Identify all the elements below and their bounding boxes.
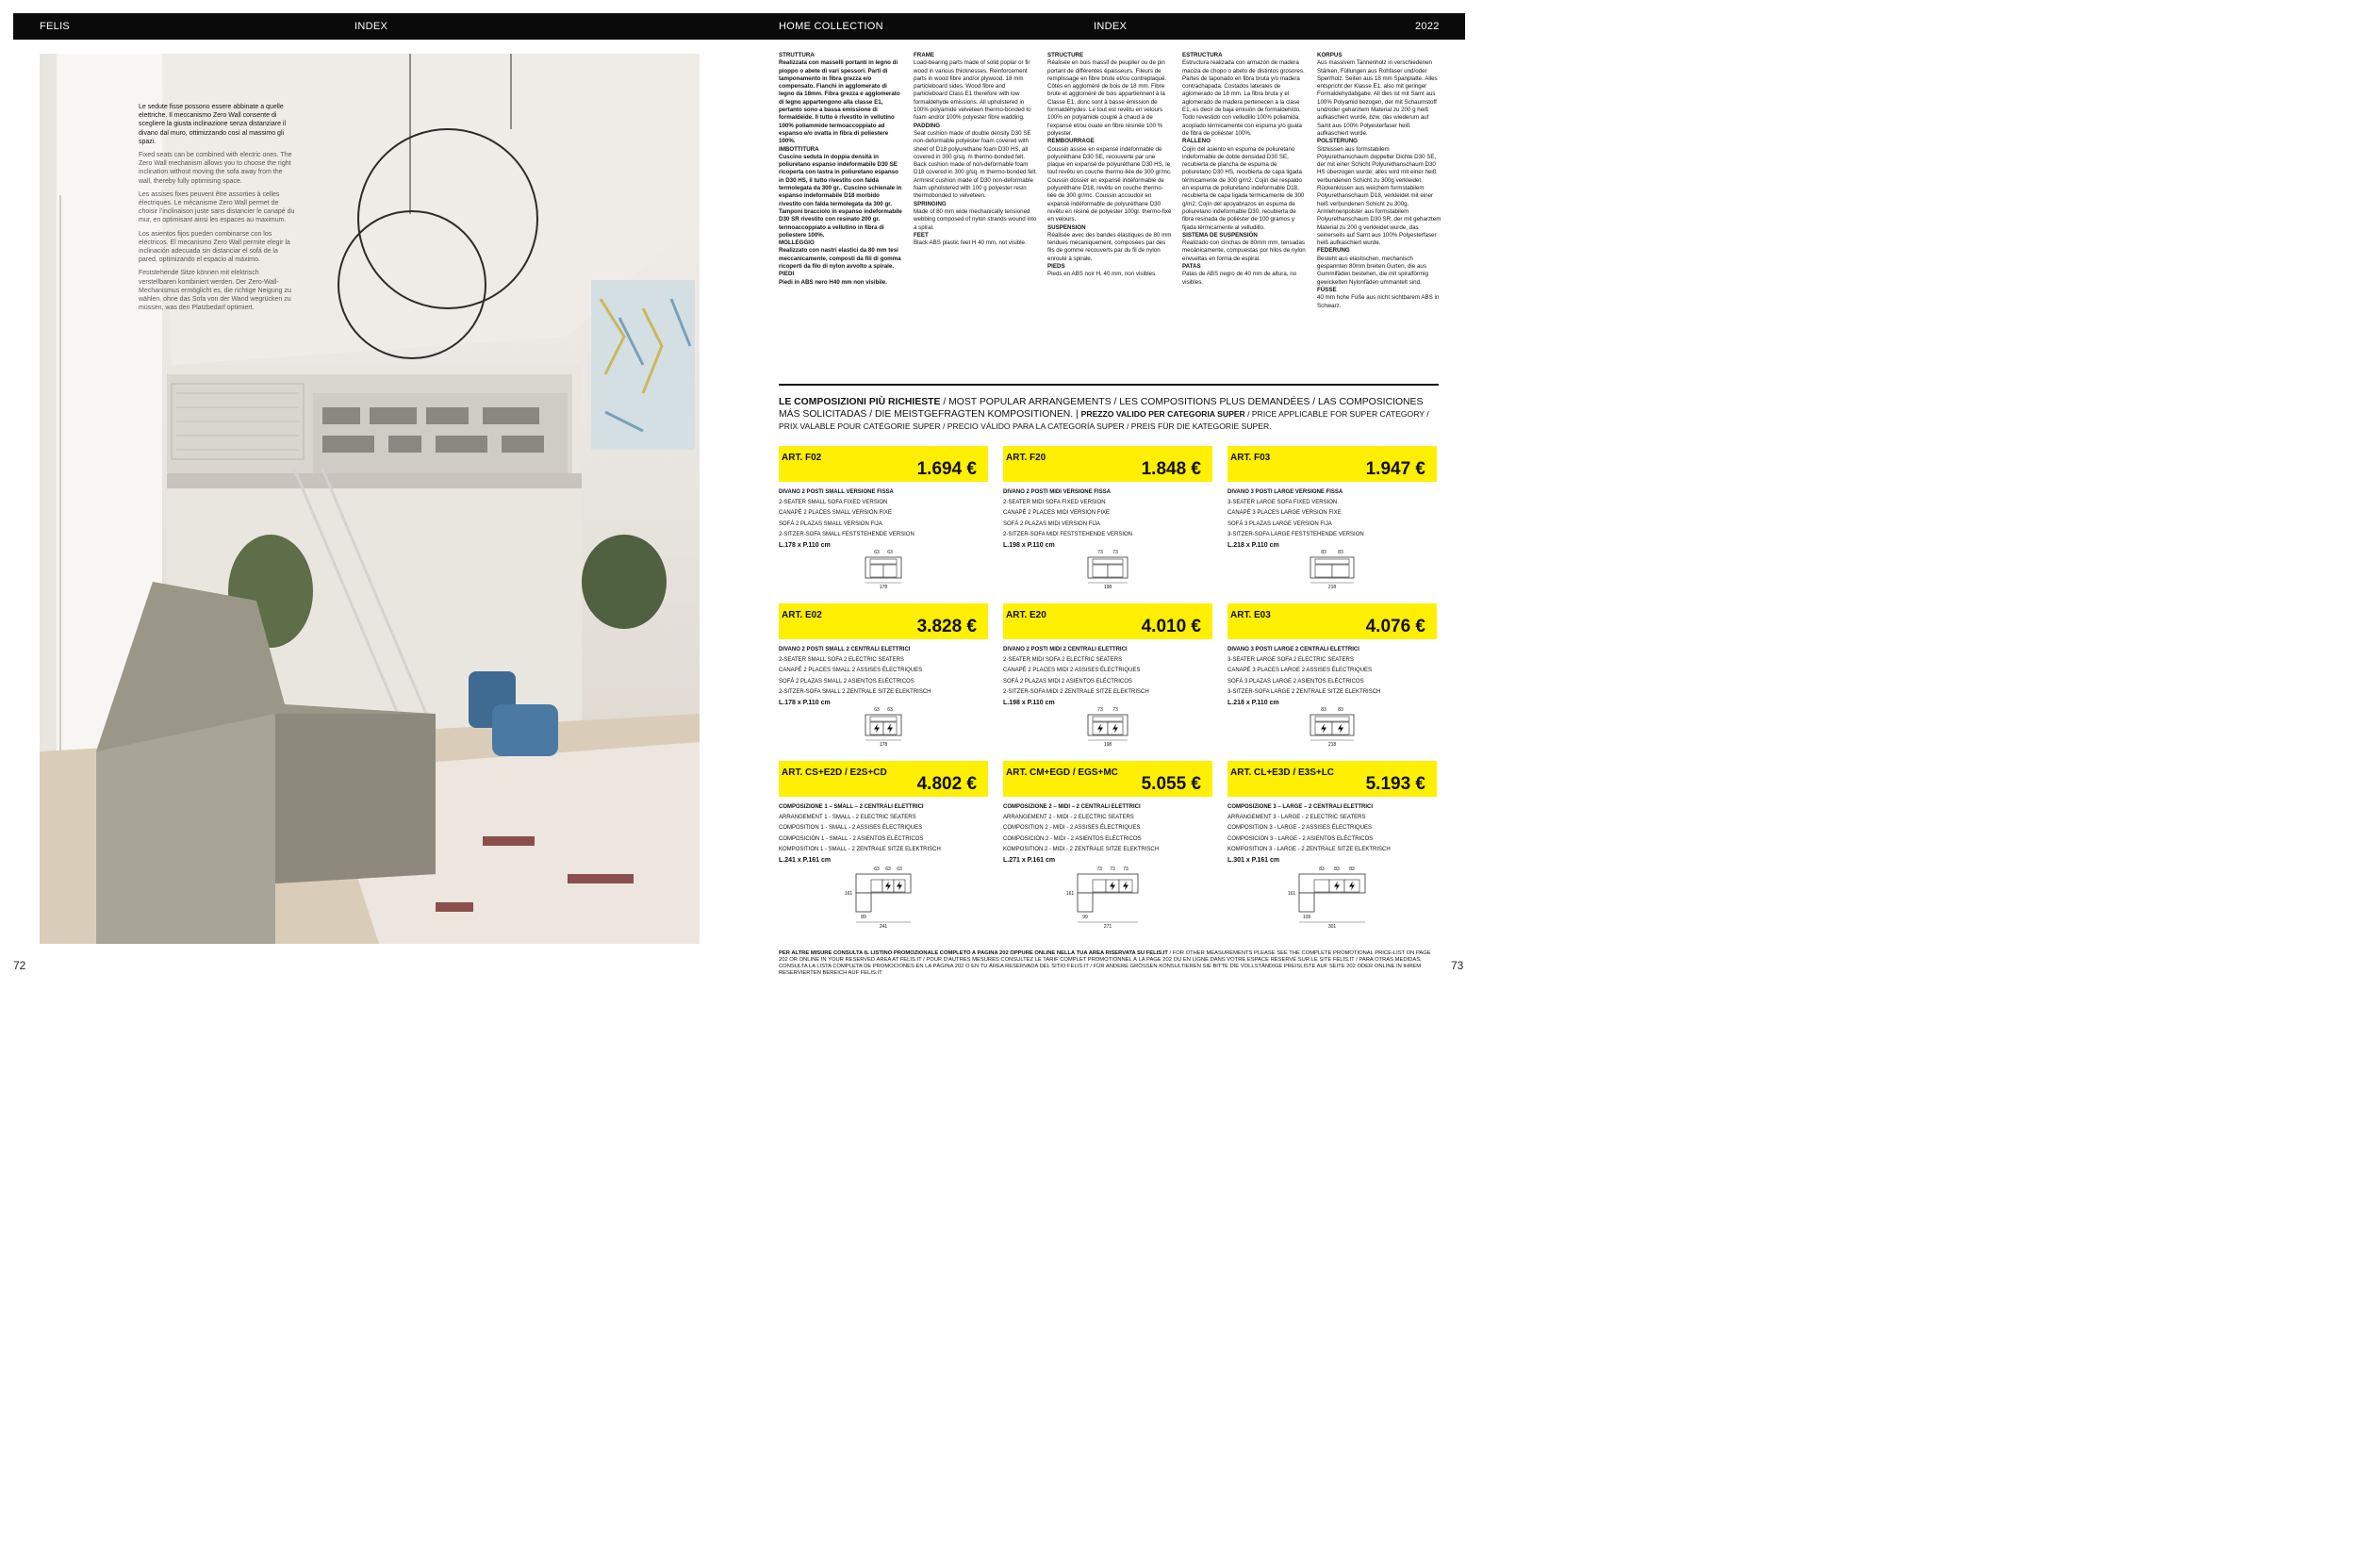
price-header	[1227, 761, 1437, 797]
seat-width-label: 83	[1338, 550, 1343, 555]
desc-line: KOMPOSITION 1 - SMALL - 2 ZENTRALE SITZE ELEKTRISCH	[779, 846, 941, 852]
desc-line: SOFÁ 2 PLAZAS SMALL 2 ASIENTOS ELÉCTRICOS	[779, 678, 914, 685]
spec-heading: STRUCTURE	[1047, 52, 1084, 58]
spec-heading: MOLLEGGIO	[779, 239, 815, 247]
section-divider	[779, 384, 1439, 386]
footer-note	[779, 950, 1439, 977]
spec-text: Sitzkissen aus formstabilem Polyurethanschaum doppelter Dichte D30 SE, der mit einer Schicht Polyurethanschaum D30 HS überzogen wurde; alles wird mit einer heiß verbundenen Schicht zu 300g verkleidet. Rückenkissen aus weichem formstabilem Polyurethanschaum D18, verkleidet mit einer heiß verbundenen Schicht zu 300g. Armlehnenpolster aus formstabilem Polyurethanschaum D30 SR, der mit geharztem Material zu 200 g verkleidet wurde, das seinerseits auf Samt aus 100% Polyesterfaser heiß aufkaschiert wurde.	[1317, 145, 1442, 247]
price-card	[779, 603, 988, 748]
price-header	[1003, 761, 1212, 797]
chaise-width-label: 89	[861, 915, 866, 920]
article-code: ART. CL+E3D / E3S+LC	[1230, 767, 1335, 778]
seat-width-label: 73	[1097, 707, 1103, 713]
seat-width-label: 73	[1096, 867, 1102, 872]
spec-heading: SPRINGING	[914, 200, 947, 207]
seat-width-label: 83	[1349, 867, 1355, 872]
desc-line: 2-SEATER SMALL SOFA FIXED VERSION	[779, 500, 888, 506]
desc-line: CANAPÉ 2 PLACES SMALL VERSION FIXE	[779, 510, 892, 517]
spec-column	[1047, 52, 1172, 279]
seat-width-label: 63	[874, 867, 880, 872]
spec-text: Besteht aus elastischen, mechanisch gespannten 80mm breiten Gurten, die aus Gummifäden bestehen, die mit spiralförmig gewickelten Nylonfäden ummantelt sind.	[1317, 255, 1428, 286]
sofa-backrest	[1315, 717, 1349, 721]
spec-column	[914, 52, 1038, 247]
spec-text: Patas de ABS negro de 40 mm de altura, no visibles.	[1182, 271, 1297, 286]
seat-width-label: 73	[1110, 867, 1115, 872]
spec-text: Piedi in ABS nero H40 mm non visibile.	[779, 278, 887, 286]
spec-text: Estructura realizada con armazón de madera maciza de chopo o abeto de distintos grosores. Partes de taponado en fibra bruta y/o madera contrachapada. Costados laterales de aglomerado de 18 mm. La fibra bruta y el aglomerado de madera pertenecen a la clase E1, es decir de baja emisión de formaldehído. Todo revestido con velludillo 100% poliamida, acoplado térmicamente con espuma y/o guata de fibra de poliéster 100%.	[1182, 59, 1305, 137]
spec-text: Cuscino seduta in doppia densità in poliuretano espanso indeformabile D30 SE ricoperta con lastra in poliuretano espanso in D30 HS, il tutto rivestito con falda termolegata da 300 gr.. Cuscino schienale in espanso indeformabile D18 morbido rivestito con falda termolegata da 300 gr. Tamponi bracciolo in espanso indeformabile D30 SR rivestito con resinato 200 gr. termoaccoppiato a vellutino in fibra di poliestere 100%.	[779, 153, 902, 239]
index-label-left: INDEX	[354, 21, 388, 32]
intro-paragraph-en: Fixed seats can be combined with electric ones. The Zero Wall mechanism allows you to choose the right inclination without moving the sofa away from the wall, thereby fully optimising space.	[139, 152, 292, 185]
product-dimensions: L.241 x P.161 cm	[779, 857, 832, 865]
sofa-plan-diagram	[1227, 703, 1437, 752]
article-code: ART. E20	[1006, 610, 1046, 620]
desc-line: 3-SITZER-SOFA LARGE 2 ZENTRALE SITZE ELEKTRISCH	[1227, 688, 1381, 695]
desc-line: CANAPÉ 2 PLACES MIDI VERSION FIXE	[1003, 510, 1111, 517]
article-code: ART. E02	[782, 610, 822, 620]
footer-bold: PER ALTRE MISURE CONSULTA IL LISTINO PROMOZIONALE COMPLETO A PAGINA 202 OPPURE ONLINE NELLA TUA AREA RISERVATA SU FELIS.IT	[779, 950, 1168, 956]
product-dimensions: L.178 x P.110 cm	[779, 700, 831, 707]
collection-label: HOME COLLECTION	[779, 21, 883, 32]
brand-label: FELIS	[40, 21, 71, 32]
sofa-plan-diagram	[1003, 703, 1212, 752]
price-value: 3.828 €	[916, 617, 977, 636]
product-dimensions: L.198 x P.110 cm	[1003, 700, 1055, 707]
depth-label: 161	[1065, 891, 1075, 897]
desc-line: SOFÁ 2 PLAZAS MIDI 2 ASIENTOS ELÉCTRICOS	[1003, 678, 1132, 685]
spec-text: Cojín del asiento en espuma de poliuretano indeformable de doble densidad D30 SE, recubierta de plancha de espuma de poliuretano D30 HS, recubierta de capa ligada térmicamente de 300 g/m2. Cojín del respaldo en espuma de poliuretano indeformable D18, recubierta de capa ligada térmicamente de 300 g/m2. Cojín del apoyabrazos en espuma de poliuretano indeformable D30, recubierta de fibra resinada de poliéster de 100 gramos y fijada térmicamente al velludillo.	[1182, 145, 1305, 231]
arrangements-heading	[779, 396, 1439, 434]
price-header	[779, 446, 988, 482]
seat-width-label: 83	[1319, 867, 1325, 872]
intro-paragraph-it: Le sedute fisse possono essere abbinate a quelle elettriche. Il meccanismo Zero Wall consente di scegliere la giusta inclinazione senza distanziare il divano dal muro, ottimizzando così al massimo gli spazi.	[139, 104, 287, 145]
price-card	[1227, 603, 1437, 748]
product-title: COMPOSIZIONE 3 – LARGE – 2 CENTRALI ELETTRICI	[1227, 804, 1374, 810]
sofa-seat	[1093, 880, 1106, 892]
seat-width-label: 63	[874, 707, 880, 713]
seat-width-label: 73	[1112, 707, 1118, 713]
desc-line: ARRANGEMENT 3 - LARGE - 2 ELECTRIC SEATERS	[1227, 815, 1366, 821]
desc-line: CANAPÉ 2 PLACES SMALL 2 ASSISES ÉLECTRIQUES	[779, 668, 923, 674]
sofa-plan-diagram	[1003, 861, 1212, 930]
spec-heading: FEET	[914, 231, 929, 239]
product-dimensions: L.271 x P.161 cm	[1003, 857, 1056, 865]
price-card	[1003, 603, 1212, 748]
spec-text: Aus massivem Tannenholz in verschiedenen Stärken, Füllungen aus Rohfaser und/oder Sperrholz. Seiten aus 18 mm Spanplatte. Alles entspricht der Klasse E1, also mit geringer Formaldehydabgabe. All dies ist mit Samt aus 100% Polyamid bezogen, der mit Schaumstoff und/oder geharztem Material zu 200 g heiß aufkaschiert wurde, bzw. das wiederum auf Samt aus 100% Polyesterfaser heiß aufkaschiert wurde.	[1317, 59, 1438, 137]
total-width-label: 198	[1103, 742, 1112, 748]
spec-text: Réalisée avec des bandes élastiques de 80 mm tendues mécaniquement, composées par des fils de gomme recouverts par du fil de nylon enroulé à spirale.	[1047, 231, 1172, 262]
price-value: 1.947 €	[1365, 459, 1425, 479]
spec-heading: REMBOURRAGE	[1047, 138, 1095, 145]
sofa-plan-diagram	[779, 703, 988, 752]
spec-text: Realizzato con nastri elastici da 80 mm tesi meccanicamente, composti da fili di gomma ricoperti da filo di nylon avvolto a spirale.	[779, 247, 901, 271]
depth-label: 161	[1287, 891, 1296, 897]
price-card	[1227, 446, 1437, 590]
sofa-plan-diagram	[1227, 546, 1437, 595]
seat-width-label: 83	[1321, 707, 1326, 713]
heading-it: LE COMPOSIZIONI PIÙ RICHIESTE	[779, 397, 941, 407]
room-photo	[40, 54, 700, 944]
desc-line: SOFÁ 2 PLAZAS SMALL VERSION FIJA	[779, 520, 882, 527]
seat-width-label: 83	[1321, 550, 1326, 555]
heading-rest: / MOST POPULAR ARRANGEMENTS / LES COMPOSITIONS PLUS DEMANDÉES / LAS COMPOSICIONES MÁS SOLICITADAS / DIE MEISTGEFRAGTEN KOMPOSITIONEN. |	[779, 397, 1424, 421]
price-header	[779, 761, 988, 797]
spec-column	[779, 52, 903, 287]
spec-heading: PIEDI	[779, 271, 795, 278]
intro-paragraph-es: Los asientos fijos pueden combinarse con los eléctricos. El mecanismo Zero Wall permite elegir la inclinación adecuada sin distanciar el sofá de la pared, optimizando el espacio al máximo.	[139, 230, 290, 264]
spec-heading: STRUTTURA	[779, 52, 815, 58]
chaise-width-label: 109	[1302, 915, 1311, 920]
product-title: DIVANO 2 POSTI SMALL VERSIONE FISSA	[779, 489, 894, 495]
chaise-width-label: 99	[1082, 915, 1088, 920]
price-header	[1227, 446, 1437, 482]
sofa-seat	[871, 880, 882, 892]
product-title: COMPOSIZIONE 1 – SMALL – 2 CENTRALI ELETTRICI	[779, 804, 924, 810]
desc-line: COMPOSICIÓN 1 - SMALL - 2 ASIENTOS ELÉCTRICOS	[779, 835, 924, 842]
sofa-seat	[870, 565, 883, 577]
desc-line: 2-SEATER MIDI SOFA FIXED VERSION	[1003, 500, 1106, 506]
year-label: 2022	[1415, 21, 1440, 32]
spec-text: 40 mm hohe Füße aus nicht sichtbarem ABS in Schwarz.	[1317, 294, 1440, 309]
desc-line: 3-SITZER-SOFA LARGE FESTSTEHENDE VERSION	[1227, 531, 1364, 537]
total-width-label: 271	[1103, 924, 1112, 930]
article-code: ART. E03	[1230, 610, 1271, 620]
page-number-left: 72	[13, 959, 26, 972]
sofa-seat	[1314, 880, 1329, 892]
spec-heading: SISTEMA DE SUSPENSIÓN	[1182, 231, 1258, 239]
product-description	[1227, 645, 1435, 708]
chaise-outline	[1299, 893, 1314, 912]
product-description	[1003, 645, 1211, 708]
price-value: 4.802 €	[916, 774, 977, 794]
sofa-seat	[1093, 565, 1108, 577]
spec-text: Pieds en ABS noir H. 40 mm, non visibles.	[1047, 271, 1157, 278]
sofa-backrest	[870, 717, 897, 721]
price-header	[779, 603, 988, 639]
price-value: 4.010 €	[1141, 617, 1201, 636]
desc-line: 2-SEATER MIDI SOFA 2 ELECTRIC SEATERS	[1003, 657, 1123, 664]
price-card	[1003, 761, 1212, 930]
sofa-backrest	[870, 559, 897, 564]
sofa-backrest	[1093, 559, 1123, 564]
total-width-label: 218	[1327, 742, 1337, 748]
desc-line: COMPOSITION 2 - MIDI - 2 ASSISES ÉLECTRIQUES	[1003, 825, 1141, 832]
seat-width-label: 63	[887, 707, 893, 713]
desc-line: COMPOSICIÓN 3 - LARGE - 2 ASIENTOS ELÉCTRICOS	[1227, 835, 1374, 842]
product-title: DIVANO 3 POSTI LARGE VERSIONE FISSA	[1227, 489, 1343, 495]
spec-text: Réalisée en bois massif de peuplier ou de pin portant de différentes épaisseurs. Fileurs de remplissage en fibre brute et/ou contreplaqué. Côtés en aggloméré de bois de 18 mm. Fibre brute et aggloméré de bois appartiennent à la Classe E1, donc sont à basse émission de formaldéhydes. Le tout est revêtu en velours 100% en polyamide couplé à chaud à de l'expansé et/ou ouate en fibre résinée 100 % polyester.	[1047, 59, 1167, 137]
sofa-backrest	[1093, 717, 1123, 721]
chaise-outline	[856, 893, 871, 912]
desc-line: ARRANGEMENT 2 - MIDI - 2 ELECTRIC SEATERS	[1003, 815, 1134, 821]
sofa-seat	[883, 565, 897, 577]
index-label-right: INDEX	[1094, 21, 1128, 32]
article-code: ART. F03	[1230, 453, 1271, 463]
price-card	[779, 446, 988, 590]
desc-line: KOMPOSITION 3 - LARGE - 2 ZENTRALE SITZE ELEKTRISCH	[1227, 846, 1391, 852]
article-code: ART. F20	[1006, 453, 1046, 463]
sofa-plan-diagram	[779, 861, 988, 930]
price-header	[1003, 446, 1212, 482]
spec-text: Black ABS plastic feet H 40 mm, not visible.	[914, 239, 1027, 247]
product-description	[1003, 802, 1211, 866]
desc-line: COMPOSITION 1 - SMALL - 2 ASSISES ÉLECTRIQUES	[779, 825, 923, 832]
spec-column	[1182, 52, 1307, 287]
product-title: DIVANO 3 POSTI LARGE 2 CENTRALI ELETTRICI	[1227, 647, 1359, 652]
spec-heading: FÜSSE	[1317, 286, 1337, 293]
price-header	[1227, 603, 1437, 639]
desc-line: CANAPÉ 2 PLACES MIDI 2 ASSISES ÉLECTRIQUES	[1003, 668, 1141, 674]
total-width-label: 218	[1327, 585, 1337, 590]
spec-text: Seat cushion made of double density D30 SE non-deformable polyester foam covered with sheet of D18 polyurethane foam D30 HS, all covered in 300 g/sq. m thermo-bonded felt. Back cushion made of non-deformable foam D18 covered in 300 g/sq. m thermo-bonded felt. Armrest cushion made of D30 non-deformable foam upholstered with 100 g polyester resin thermobonded to velveteen.	[914, 129, 1038, 200]
desc-line: 2-SITZER-SOFA SMALL FESTSTEHENDE VERSION	[779, 531, 914, 537]
price-value: 5.055 €	[1141, 774, 1201, 794]
product-dimensions: L.178 x P.110 cm	[779, 542, 831, 550]
page-number-right: 73	[1451, 959, 1464, 972]
footer-rest: / FOR OTHER MEASUREMENTS PLEASE SEE THE COMPLETE PROMOTIONAL PRICE-LIST ON PAGE 202 OR ONLINE IN YOUR RESERVED AREA AT FELIS.IT / POUR D'AUTRES MESURES CONSULTEZ LE TARIF COMPLET PROMOTIONNEL À LA PAGE 202 OU EN LIGNE DANS VOTRE ESPACE RÉSERVÉ SUR LE SITE FELIS.IT / PARA OTRAS MEDIDAS, CONSULTA LA LISTA COMPLETA DE PROMOCIONES EN LA PÁGINA 202 O EN TU ÁREA RESERVADA DEL SITIO FELIS.IT / FÜR ANDERE GRÖSSEN KONSULTIEREN SIE BITTE DIE VOLLSTÄNDIGE PREISLISTE AUF SEITE 202 ODER ONLINE IN IHREM RESERVIERTEN BEREICH AUF FELIS.IT	[779, 950, 1431, 976]
product-description	[1227, 802, 1435, 866]
price-card	[1227, 761, 1437, 930]
sofa-seat	[1315, 565, 1332, 577]
product-dimensions: L.198 x P.110 cm	[1003, 542, 1055, 550]
spec-text: Realizzata con masselli portanti in legno di pioppo o abete di vari spessori. Parti di tamponamento in fibra grezza e/o compensato. Fianchi in agglomerato di legno da 18mm. Fibra grezza e agglomerato di legno appartengono alla classe E1, pertanto sono a bassa emissione di formaldeide. Il tutto è rivestito in vellutino 100% poliammide termoaccoppiato ad espanso e/o ovatta in fibra di poliestere 100%.	[779, 59, 900, 145]
seat-width-label: 83	[1338, 707, 1343, 713]
price-value: 1.848 €	[1141, 459, 1201, 479]
desc-line: CANAPÉ 3 PLACES LARGE 2 ASSISES ÉLECTRIQUES	[1227, 668, 1373, 674]
desc-line: SOFÁ 3 PLAZAS LARGE 2 ASIENTOS ELÉCTRICOS	[1227, 678, 1364, 685]
seat-width-label: 63	[885, 867, 891, 872]
product-dimensions: L.218 x P.110 cm	[1227, 542, 1279, 550]
seat-width-label: 73	[1123, 867, 1129, 872]
product-title: COMPOSIZIONE 2 – MIDI – 2 CENTRALI ELETTRICI	[1003, 804, 1141, 810]
desc-line: ARRANGEMENT 1 - SMALL - 2 ELECTRIC SEATERS	[779, 815, 916, 821]
product-description	[1003, 487, 1211, 551]
price-value: 1.694 €	[916, 459, 977, 479]
spec-heading: PADDING	[914, 122, 941, 129]
product-description	[779, 802, 986, 866]
spec-heading: IMBOTTITURA	[779, 145, 819, 153]
desc-line: 2-SITZER-SOFA MIDI FESTSTEHENDE VERSION	[1003, 531, 1133, 537]
total-width-label: 301	[1327, 924, 1337, 930]
seat-width-label: 63	[897, 867, 902, 872]
spec-heading: POLSTERUNG	[1317, 138, 1358, 145]
spec-text: Realizado con cinchas de 80mm mm, tensadas mecánicamente, compuestas por hilos de nylon envueltas en forma de espiral.	[1182, 239, 1306, 262]
spec-heading: SUSPENSION	[1047, 223, 1086, 231]
spec-column	[1317, 52, 1442, 310]
article-code: ART. CS+E2D / E2S+CD	[782, 767, 887, 778]
price-value: 5.193 €	[1365, 774, 1425, 794]
sofa-plan-diagram	[779, 546, 988, 595]
product-title: DIVANO 2 POSTI SMALL 2 CENTRALI ELETTRICI	[779, 647, 911, 652]
product-description	[779, 645, 986, 708]
spec-heading: RALLENO	[1182, 138, 1211, 145]
total-width-label: 178	[879, 585, 888, 590]
intro-paragraph-fr: Les assises fixes peuvent être assorties à celles électriques. Le mécanisme Zero Wall permet de choisir l’inclinaison juste sans distancier le canapé du mur, en optimisant ainsi les espaces au maximum.	[139, 190, 295, 224]
desc-line: COMPOSITION 3 - LARGE - 2 ASSISES ÉLECTRIQUES	[1227, 825, 1373, 832]
sofa-backrest	[1315, 559, 1349, 564]
seat-width-label: 73	[1112, 550, 1118, 555]
product-dimensions: L.218 x P.110 cm	[1227, 700, 1279, 707]
intro-text	[139, 103, 297, 317]
price-card	[779, 761, 988, 930]
seat-width-label: 83	[1334, 867, 1340, 872]
article-code: ART. CM+EGD / EGS+MC	[1006, 767, 1118, 778]
desc-line: KOMPOSITION 2 - MIDI - 2 ZENTRALE SITZE ELEKTRISCH	[1003, 846, 1160, 852]
heading-price-rest: / PRICE APPLICABLE FOR SUPER CATEGORY / PRIX VALABLE POUR CATÉGORIE SUPER / PRECIO VÁLIDO PARA LA CATEGORÍA SUPER / PREIS FÜR DIE KATEGORIE SUPER.	[779, 409, 1429, 432]
spec-heading: PATAS	[1182, 263, 1201, 271]
intro-paragraph-de: Feststehende Sitze können mit elektrisch verstellbaren kombiniert werden. Der Zero-Wall-Mechanismus ermöglicht es, die richtige Neigung zu wählen, ohne das Sofa von der Wand wegrücken zu müssen, was den Platzbedarf optimiert.	[139, 270, 291, 312]
product-description	[1227, 487, 1435, 551]
spec-text: Made of 80 mm wide mechanically tensioned webbing composed of nylon strands wound into a spiral.	[914, 207, 1037, 231]
desc-line: CANAPÉ 3 PLACES LARGE VERSION FIXE	[1227, 510, 1342, 517]
seat-width-label: 73	[1097, 550, 1103, 555]
product-description	[779, 487, 986, 551]
desc-line: SOFÁ 3 PLAZAS LARGE VERSION FIJA	[1227, 520, 1332, 527]
desc-line: COMPOSICIÓN 2 - MIDI - 2 ASIENTOS ELÉCTRICOS	[1003, 835, 1142, 842]
product-title: DIVANO 2 POSTI MIDI 2 CENTRALI ELETTRICI	[1003, 647, 1128, 652]
price-header	[1003, 603, 1212, 639]
spec-heading: PIEDS	[1047, 263, 1065, 271]
spec-heading: FEDERUNG	[1317, 247, 1350, 255]
desc-line: 2-SITZER-SOFA SMALL 2 ZENTRALE SITZE ELEKTRISCH	[779, 688, 931, 695]
spec-heading: FRAME	[914, 52, 934, 58]
spec-heading: ESTRUCTURA	[1182, 52, 1223, 58]
total-width-label: 241	[879, 924, 888, 930]
price-value: 4.076 €	[1365, 617, 1425, 636]
product-dimensions: L.301 x P.161 cm	[1227, 857, 1280, 865]
spec-text: Coussin assise en expansé indéformable de polyuréthane D30 SE, recouverte par une plaque en expansé de polyuréthane D30 HS, le tout revêtu en couche thermo-liée de 300 gr/mc. Coussin dossier en expansé indéformable de polyuréthane D18, revêtu en couche thermo-liée de 300 gr/mc. Coussin accoudoir en expansé indéformable de polyuréthane D30 revêtu en résiné de polyester 100gr. thermo-fixé en velours.	[1047, 145, 1172, 223]
product-title: DIVANO 2 POSTI MIDI VERSIONE FISSA	[1003, 489, 1111, 495]
desc-line: SOFÁ 2 PLAZAS MIDI VERSION FIJA	[1003, 520, 1101, 527]
price-card	[1003, 446, 1212, 590]
spec-text: Load-bearing parts made of solid poplar or fir wood in various thicknesses. Reinforcement parts in wood fibre and/or plywood. 18 mm particleboard sides. Wood fibre and particleboard Class E1 therefore with low formaldehyde emissions. All upholstered in 100% polyamide velveteen thermo-bonded to foam and/or 100% polyester fibre wadding.	[914, 59, 1031, 122]
seat-width-label: 63	[874, 550, 880, 555]
desc-line: 3-SEATER LARGE SOFA FIXED VERSION	[1227, 500, 1338, 506]
sofa-plan-diagram	[1227, 861, 1437, 930]
desc-line: 2-SEATER SMALL SOFA 2 ELECTRIC SEATERS	[779, 657, 904, 664]
desc-line: 3-SEATER LARGE SOFA 2 ELECTRIC SEATERS	[1227, 657, 1354, 664]
total-width-label: 198	[1103, 585, 1112, 590]
heading-price-it: PREZZO VALIDO PER CATEGORIA SUPER	[1080, 409, 1245, 420]
desc-line: 2-SITZER-SOFA MIDI 2 ZENTRALE SITZE ELEKTRISCH	[1003, 688, 1149, 695]
header-bar	[13, 13, 1465, 40]
total-width-label: 178	[879, 742, 888, 748]
depth-label: 161	[844, 891, 853, 897]
sofa-plan-diagram	[1003, 546, 1212, 595]
sofa-seat	[1332, 565, 1349, 577]
sofa-seat	[1108, 565, 1123, 577]
seat-width-label: 63	[887, 550, 893, 555]
article-code: ART. F02	[782, 453, 822, 463]
chaise-outline	[1078, 893, 1093, 912]
spec-heading: KORPUS	[1317, 52, 1343, 58]
